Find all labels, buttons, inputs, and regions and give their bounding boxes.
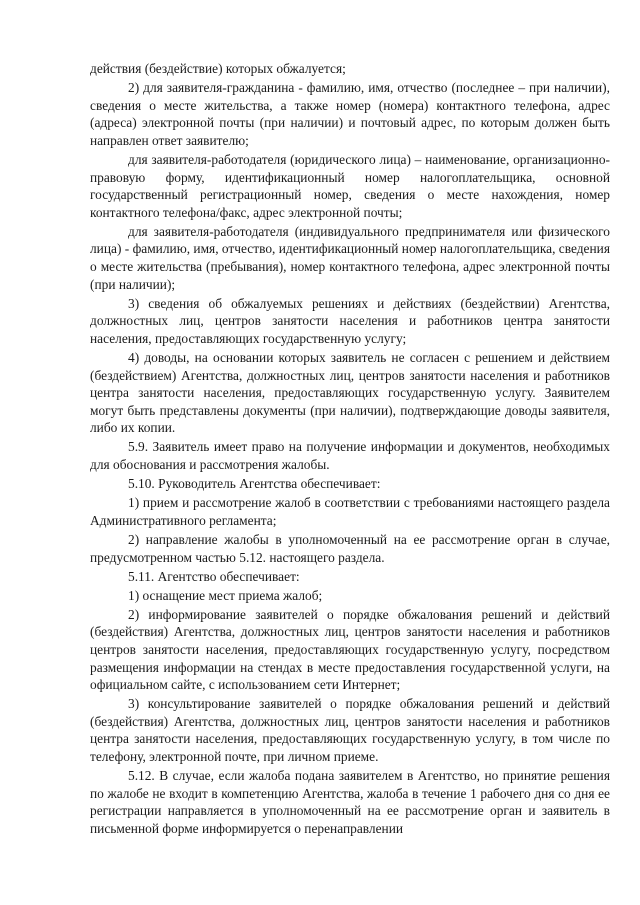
paragraph-5-10-item-2: 2) направление жалобы в уполномоченный на ее рассмотрение орган в случае, предусмотренном частью 5.12. настоящего раздела. (90, 531, 610, 565)
paragraph-5-11-item-1: 1) оснащение мест приема жалоб; (128, 587, 323, 603)
paragraph-legal-entity: для заявителя-работодателя (юридического лица) – наименование, организационно-правовую форму, идентификационный номер налогоплательщика, основной государственный регистрационный номер, сведения о месте нахождения, номер контактного телефона/факс, адрес электронной почты; (90, 151, 610, 220)
paragraph-5-11: 5.11. Агентство обеспечивает: (128, 568, 300, 584)
paragraph-5-9: 5.9. Заявитель имеет право на получение информации и документов, необходимых для обоснования и рассмотрения жалобы. (90, 439, 610, 473)
paragraph-item-4: 4) доводы, на основании которых заявитель не согласен с решением и действием (бездействием) Агентства, должностных лиц, центров занятости населения и работников центра занятости населения, предоставляющих государственную услугу. Заявителем могут быть представлены документы (при наличии), подтверждающие доводы заявителя, либо их копии. (90, 350, 610, 436)
paragraph-item-2: 2) для заявителя-гражданина - фамилию, имя, отчество (последнее – при наличии), сведения о месте жительства, а также номер (номера) контактного телефона, адрес (адреса) электронной почты (при наличии) и почтовый адрес, по которым должен быть направлен ответ заявителю; (90, 80, 610, 148)
paragraph-5-11-item-3: 3) консультирование заявителей о порядке обжалования решений и действий (бездействия) Агентства, должностных лиц, центров занятости населения и работников центра занятости населения, предоставляющих государственную услугу, в том числе по телефону, электронной почте, при личном приеме. (90, 696, 610, 765)
paragraph-item-3: 3) сведения об обжалуемых решениях и действиях (бездействии) Агентства, должностных лиц, центров занятости населения и работников центра занятости населения, предоставляющих государственную услугу; (90, 295, 610, 346)
paragraph-5-12: 5.12. В случае, если жалоба подана заявителем в Агентство, но принятие решения по жалобе не входит в компетенцию Агентства, жалоба в течение 1 рабочего дня со дня ее регистрации направляется в уполномоченный на ее рассмотрение орган и заявитель в письменной форме информируется о перенаправлении (90, 768, 610, 836)
paragraph-5-11-item-2: 2) информирование заявителей о порядке обжалования решений и действий (бездействия) Агентства, должностных лиц, центров занятости населения и работников центров занятости населения, предоставляющих государственную услугу, посредством размещения информации на стендах в месте предоставления государственной услуги, на официальном сайте, с использованием сети Интернет; (90, 606, 610, 693)
paragraph-individual-entrepreneur: для заявителя-работодателя (индивидуального предпринимателя или физического лица) - фамилию, имя, отчество, идентификационный номер налогоплательщика, сведения о месте жительства (пребывания), номер контактного телефона, адрес электронной почты (при наличии); (90, 223, 610, 292)
paragraph-5-10-item-1: 1) прием и рассмотрение жалоб в соответствии с требованиями настоящего раздела Административного регламента; (90, 495, 610, 528)
document-body (90, 60, 610, 838)
paragraph-5-10: 5.10. Руководитель Агентства обеспечивает: (128, 476, 381, 492)
paragraph-continuation: действия (бездействие) которых обжалуется; (90, 61, 346, 76)
